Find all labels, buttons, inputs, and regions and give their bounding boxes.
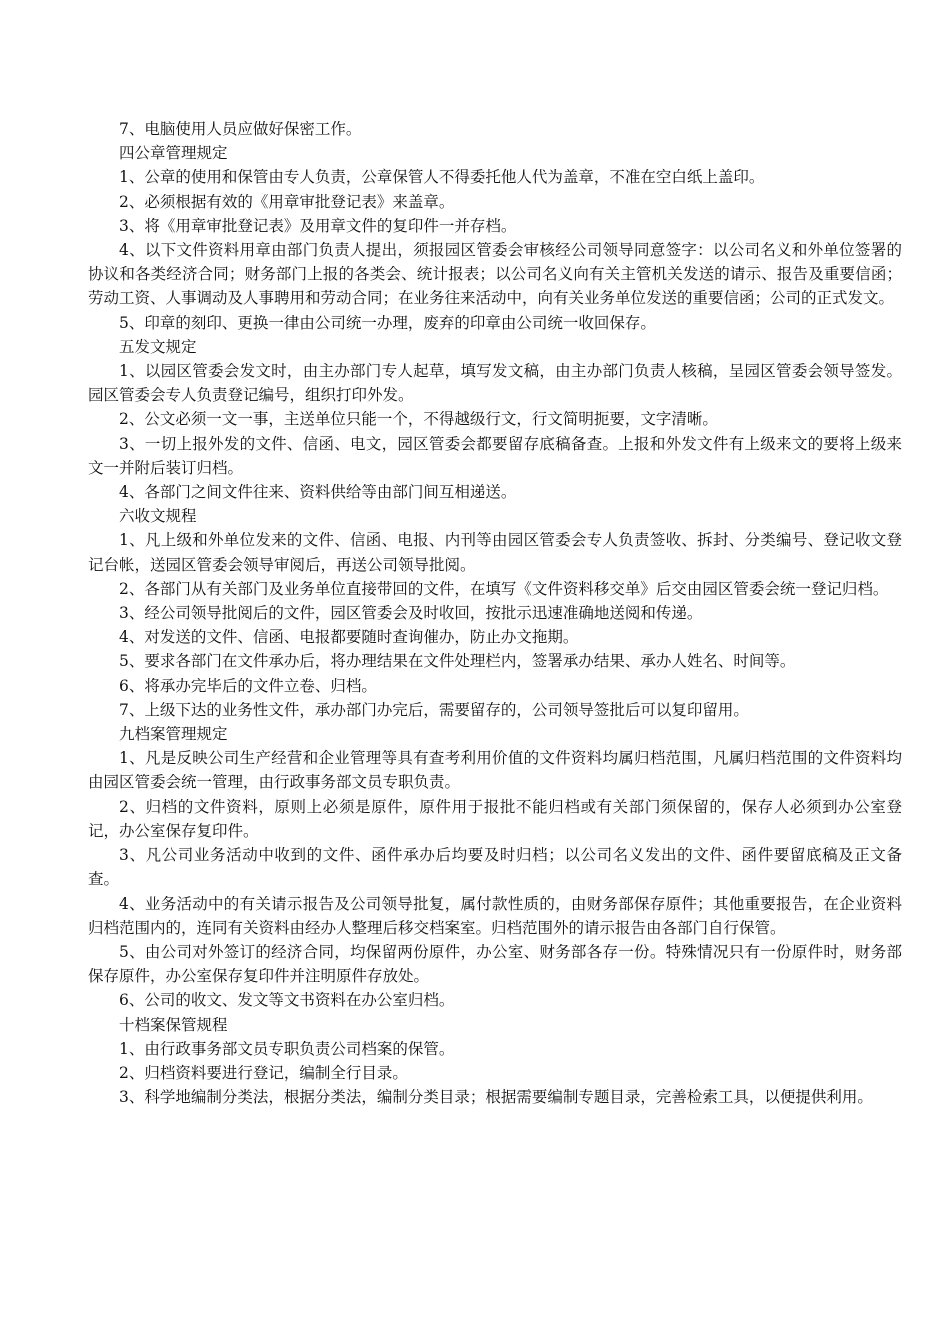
paragraph: 1、凡是反映公司生产经营和企业管理等具有查考利用价值的文件资料均属归档范围，凡属归档范围的文件资料均由园区管委会统一管理，由行政事务部文员专职负责。 <box>88 749 902 792</box>
section-heading: 五发文规定 <box>119 337 197 356</box>
paragraph: 1、由行政事务部文员专职负责公司档案的保管。 <box>119 1039 455 1058</box>
paragraph: 2、归档的文件资料，原则上必须是原件，原件用于报批不能归档或有关部门须保留的，保存人必须到办公室登记，办公室保存复印件。 <box>88 797 902 840</box>
paragraph: 1、以园区管委会发文时，由主办部门专人起草，填写发文稿，由主办部门负责人核稿，呈园区管委会领导签发。园区管委会专人负责登记编号，组织打印外发。 <box>88 362 902 405</box>
paragraph: 7、上级下达的业务性文件，承办部门办完后，需要留存的，公司领导签批后可以复印留用。 <box>119 700 749 719</box>
paragraph: 7、电脑使用人员应做好保密工作。 <box>119 120 362 138</box>
paragraph: 4、对发送的文件、信函、电报都要随时查询催办，防止办文拖期。 <box>119 628 579 647</box>
paragraph: 3、一切上报外发的文件、信函、电文，园区管委会都要留存底稿备查。上报和外发文件有上级来文的要将上级来文一并附后装订归档。 <box>88 434 902 477</box>
paragraph: 3、将《用章审批登记表》及用章文件的复印件一并存档。 <box>119 216 517 235</box>
paragraph: 5、要求各部门在文件承办后，将办理结果在文件处理栏内，签署承办结果、承办人姓名、时间等。 <box>119 652 796 671</box>
paragraph: 5、印章的刻印、更换一律由公司统一办理，废弃的印章由公司统一收回保存。 <box>119 313 656 332</box>
paragraph: 1、凡上级和外单位发来的文件、信函、电报、内刊等由园区管委会专人负责签收、拆封、分类编号、登记收文登记台帐，送园区管委会领导审阅后，再送公司领导批阅。 <box>88 531 902 574</box>
paragraph: 6、公司的收文、发文等文书资料在办公室归档。 <box>119 991 455 1010</box>
section-heading: 六收文规程 <box>119 507 197 526</box>
paragraph: 4、各部门之间文件往来、资料供给等由部门间互相递送。 <box>119 483 517 502</box>
section-heading: 四公章管理规定 <box>119 144 228 163</box>
paragraph: 1、公章的使用和保管由专人负责，公章保管人不得委托他人代为盖章，不准在空白纸上盖印。 <box>119 168 765 187</box>
paragraph: 2、必须根据有效的《用章审批登记表》来盖章。 <box>119 192 455 211</box>
section-heading: 十档案保管规程 <box>119 1015 228 1034</box>
paragraph: 4、业务活动中的有关请示报告及公司领导批复，属付款性质的，由财务部保存原件；其他重要报告，在企业资料归档范围内的，连同有关资料由经办人整理后移交档案室。归档范围外的请示报告由各部门自行保管。 <box>88 894 902 937</box>
paragraph: 2、公文必须一文一事，主送单位只能一个，不得越级行文，行文简明扼要，文字清晰。 <box>119 410 718 429</box>
paragraph: 3、科学地编制分类法，根据分类法，编制分类目录；根据需要编制专题目录，完善检索工具，以便提供利用。 <box>119 1088 873 1107</box>
document-page <box>88 117 902 1109</box>
paragraph: 2、各部门从有关部门及业务单位直接带回的文件，在填写《文件资料移交单》后交由园区管委会统一登记归档。 <box>119 579 889 598</box>
paragraph: 4、以下文件资料用章由部门负责人提出，须报园区管委会审核经公司领导同意签字：以公司名义和外单位签署的协议和各类经济合同；财务部门上报的各类会、统计报表；以公司名义向有关主管机关发送的请示、报告及重要信函；劳动工资、人事调动及人事聘用和劳动合同；在业务往来活动中，向有关业务单位发送的重要信函；公司的正式发文。 <box>88 241 902 308</box>
paragraph: 3、凡公司业务活动中收到的文件、函件承办后均要及时归档；以公司名义发出的文件、函件要留底稿及正文备查。 <box>88 846 902 889</box>
paragraph: 6、将承办完毕后的文件立卷、归档。 <box>119 676 377 695</box>
paragraph: 2、归档资料要进行登记，编制全行目录。 <box>119 1063 408 1082</box>
paragraph: 5、由公司对外签订的经济合同，均保留两份原件，办公室、财务部各存一份。特殊情况只有一份原件时，财务部保存原件，办公室保存复印件并注明原件存放处。 <box>88 942 902 986</box>
paragraph: 3、经公司领导批阅后的文件，园区管委会及时收回，按批示迅速准确地送阅和传递。 <box>119 604 703 623</box>
section-heading: 九档案管理规定 <box>119 725 228 744</box>
